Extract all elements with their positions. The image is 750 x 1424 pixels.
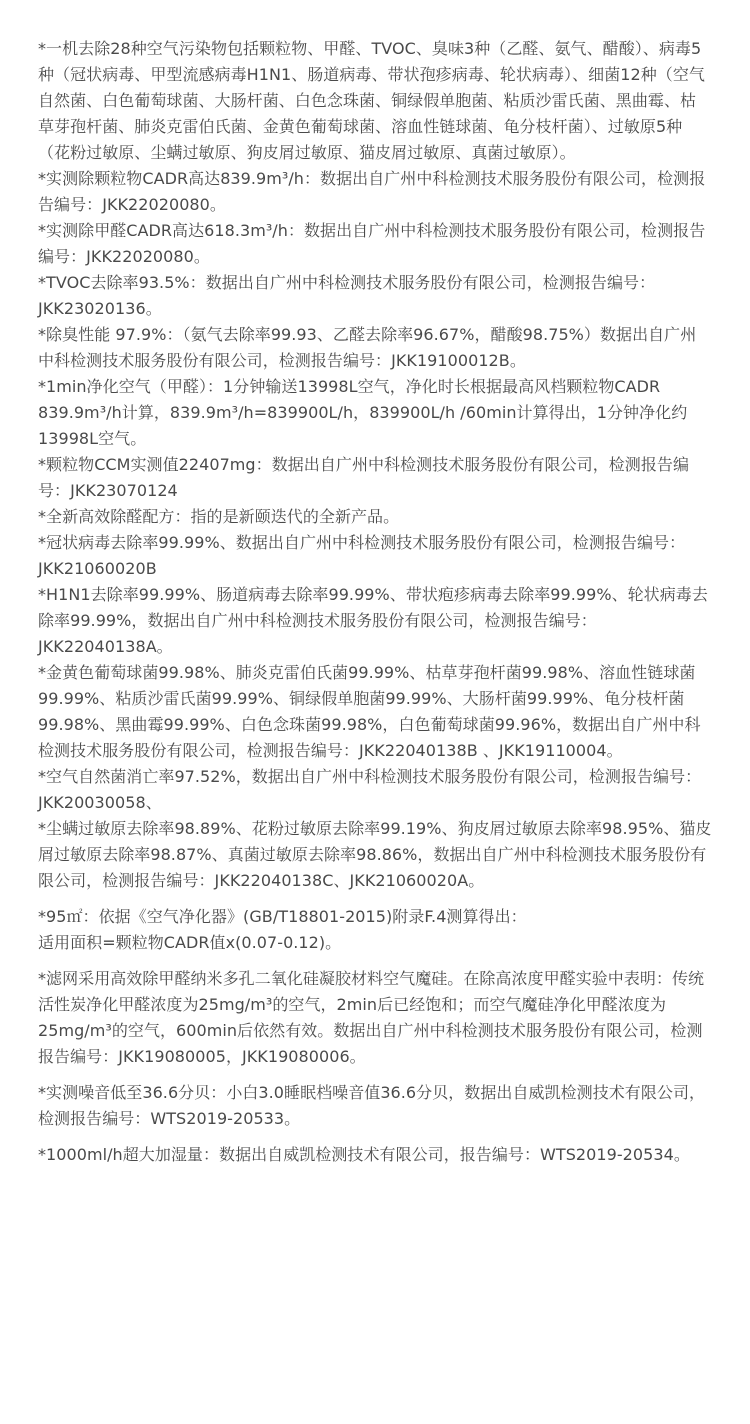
note-pollutants: *一机去除28种空气污染物包括颗粒物、甲醛、TVOC、臭味3种（乙醛、氨气、醋酸）、病毒5种（冠状病毒、甲型流感病毒H1N1、肠道病毒、带状孢疹病毒、轮状病毒）、细菌12种（空气自然菌、白色葡萄球菌、大肠杆菌、白色念珠菌、铜绿假单胞菌、粘质沙雷氏菌、黑曲霉、枯草芽孢杆菌、肺炎克雷伯氏菌、金黄色葡萄球菌、溶血性链球菌、龟分枝杆菌）、过敏原5种（花粉过敏原、尘螨过敏原、狗皮屑过敏原、猫皮屑过敏原、真菌过敏原）。 (38, 39, 705, 162)
note-bacteria: *金黄色葡萄球菌99.98%、肺炎克雷伯氏菌99.99%、枯草芽孢杆菌99.98%、溶血性链球菌99.99%、粘质沙雷氏菌99.99%、铜绿假单胞菌99.99%、大肠杆菌99.99%、龟分枝杆菌99.98%、黑曲霉99.99%、白色念珠菌99.98%，白色葡萄球菌99.96%，数据出自广州中科检测技术服务股份有限公司，检测报告编号：JKK22040138B 、JKK19110004。 (38, 663, 701, 760)
note-tvoc: *TVOC去除率93.5%：数据出自广州中科检测技术服务股份有限公司，检测报告编号：JKK23020136。 (38, 273, 656, 318)
note-noise: *实测噪音低至36.6分贝：小白3.0睡眠档噪音值36.6分贝，数据出自威凯检测技术有限公司，检测报告编号：WTS2019-20533。 (38, 1083, 706, 1128)
note-area: *95㎡：依据《空气净化器》(GB/T18801-2015)附录F.4测算得出： (38, 907, 527, 926)
note-filter: *滤网采用高效除甲醛纳米多孔二氧化硅凝胶材料空气魔硅。在除高浓度甲醛实验中表明：传统活性炭净化甲醛浓度为25mg/m³的空气，2min后已经饱和；而空气魔硅净化甲醛浓度为25mg/m³的空气，600min后依然有效。数据出自广州中科检测技术服务股份有限公司，检测报告编号：JKK19080005，JKK19080006。 (38, 969, 705, 1066)
note-airborne-bacteria: *空气自然菌消亡率97.52%，数据出自广州中科检测技术服务股份有限公司，检测报告编号：JKK20030058、 (38, 767, 702, 812)
note-formaldehyde-cadr: *实测除甲醛CADR高达618.3m³/h：数据出自广州中科检测技术服务股份有限公司，检测报告编号：JKK22020080。 (38, 221, 706, 266)
note-allergens: *尘螨过敏原去除率98.89%、花粉过敏原去除率99.19%、狗皮屑过敏原去除率98.95%、猫皮屑过敏原去除率98.87%、真菌过敏原去除率98.86%，数据出自广州中科检测技术服务股份有限公司，检测报告编号：JKK22040138C、JKK21060020A。 (38, 819, 712, 890)
note-area-formula: 适用面积=颗粒物CADR值x(0.07-0.12)。 (38, 933, 342, 952)
note-humidify: *1000ml/h超大加湿量：数据出自威凯检测技术有限公司，报告编号：WTS2019-20534。 (38, 1145, 690, 1164)
note-ccm: *颗粒物CCM实测值22407mg：数据出自广州中科检测技术服务股份有限公司，检测报告编号：JKK23070124 (38, 455, 689, 500)
note-deodorize: *除臭性能 97.9%：（氨气去除率99.93、乙醛去除率96.67%，醋酸98.75%）数据出自广州中科检测技术服务股份有限公司，检测报告编号：JKK19100012B。 (38, 325, 697, 370)
note-formula: *全新高效除醛配方：指的是新颐迭代的全新产品。 (38, 507, 400, 526)
note-viruses: *H1N1去除率99.99%、肠道病毒去除率99.99%、带状疱疹病毒去除率99.99%、轮状病毒去除率99.99%，数据出自广州中科检测技术服务股份有限公司，检测报告编号：JKK22040138A。 (38, 585, 708, 656)
note-particle-cadr: *实测除颗粒物CADR高达839.9m³/h：数据出自广州中科检测技术服务股份有限公司，检测报告编号：JKK22020080。 (38, 169, 706, 214)
note-coronavirus: *冠状病毒去除率99.99%、数据出自广州中科检测技术服务股份有限公司，检测报告编号：JKK21060020B (38, 533, 686, 578)
note-1min-purify: *1min净化空气（甲醛）：1分钟输送13998L空气，净化时长根据最高风档颗粒物CADR 839.9m³/h计算，839.9m³/h=839900L/h，839900L/h /60min计算得出，1分钟净化约13998L空气。 (38, 377, 688, 448)
